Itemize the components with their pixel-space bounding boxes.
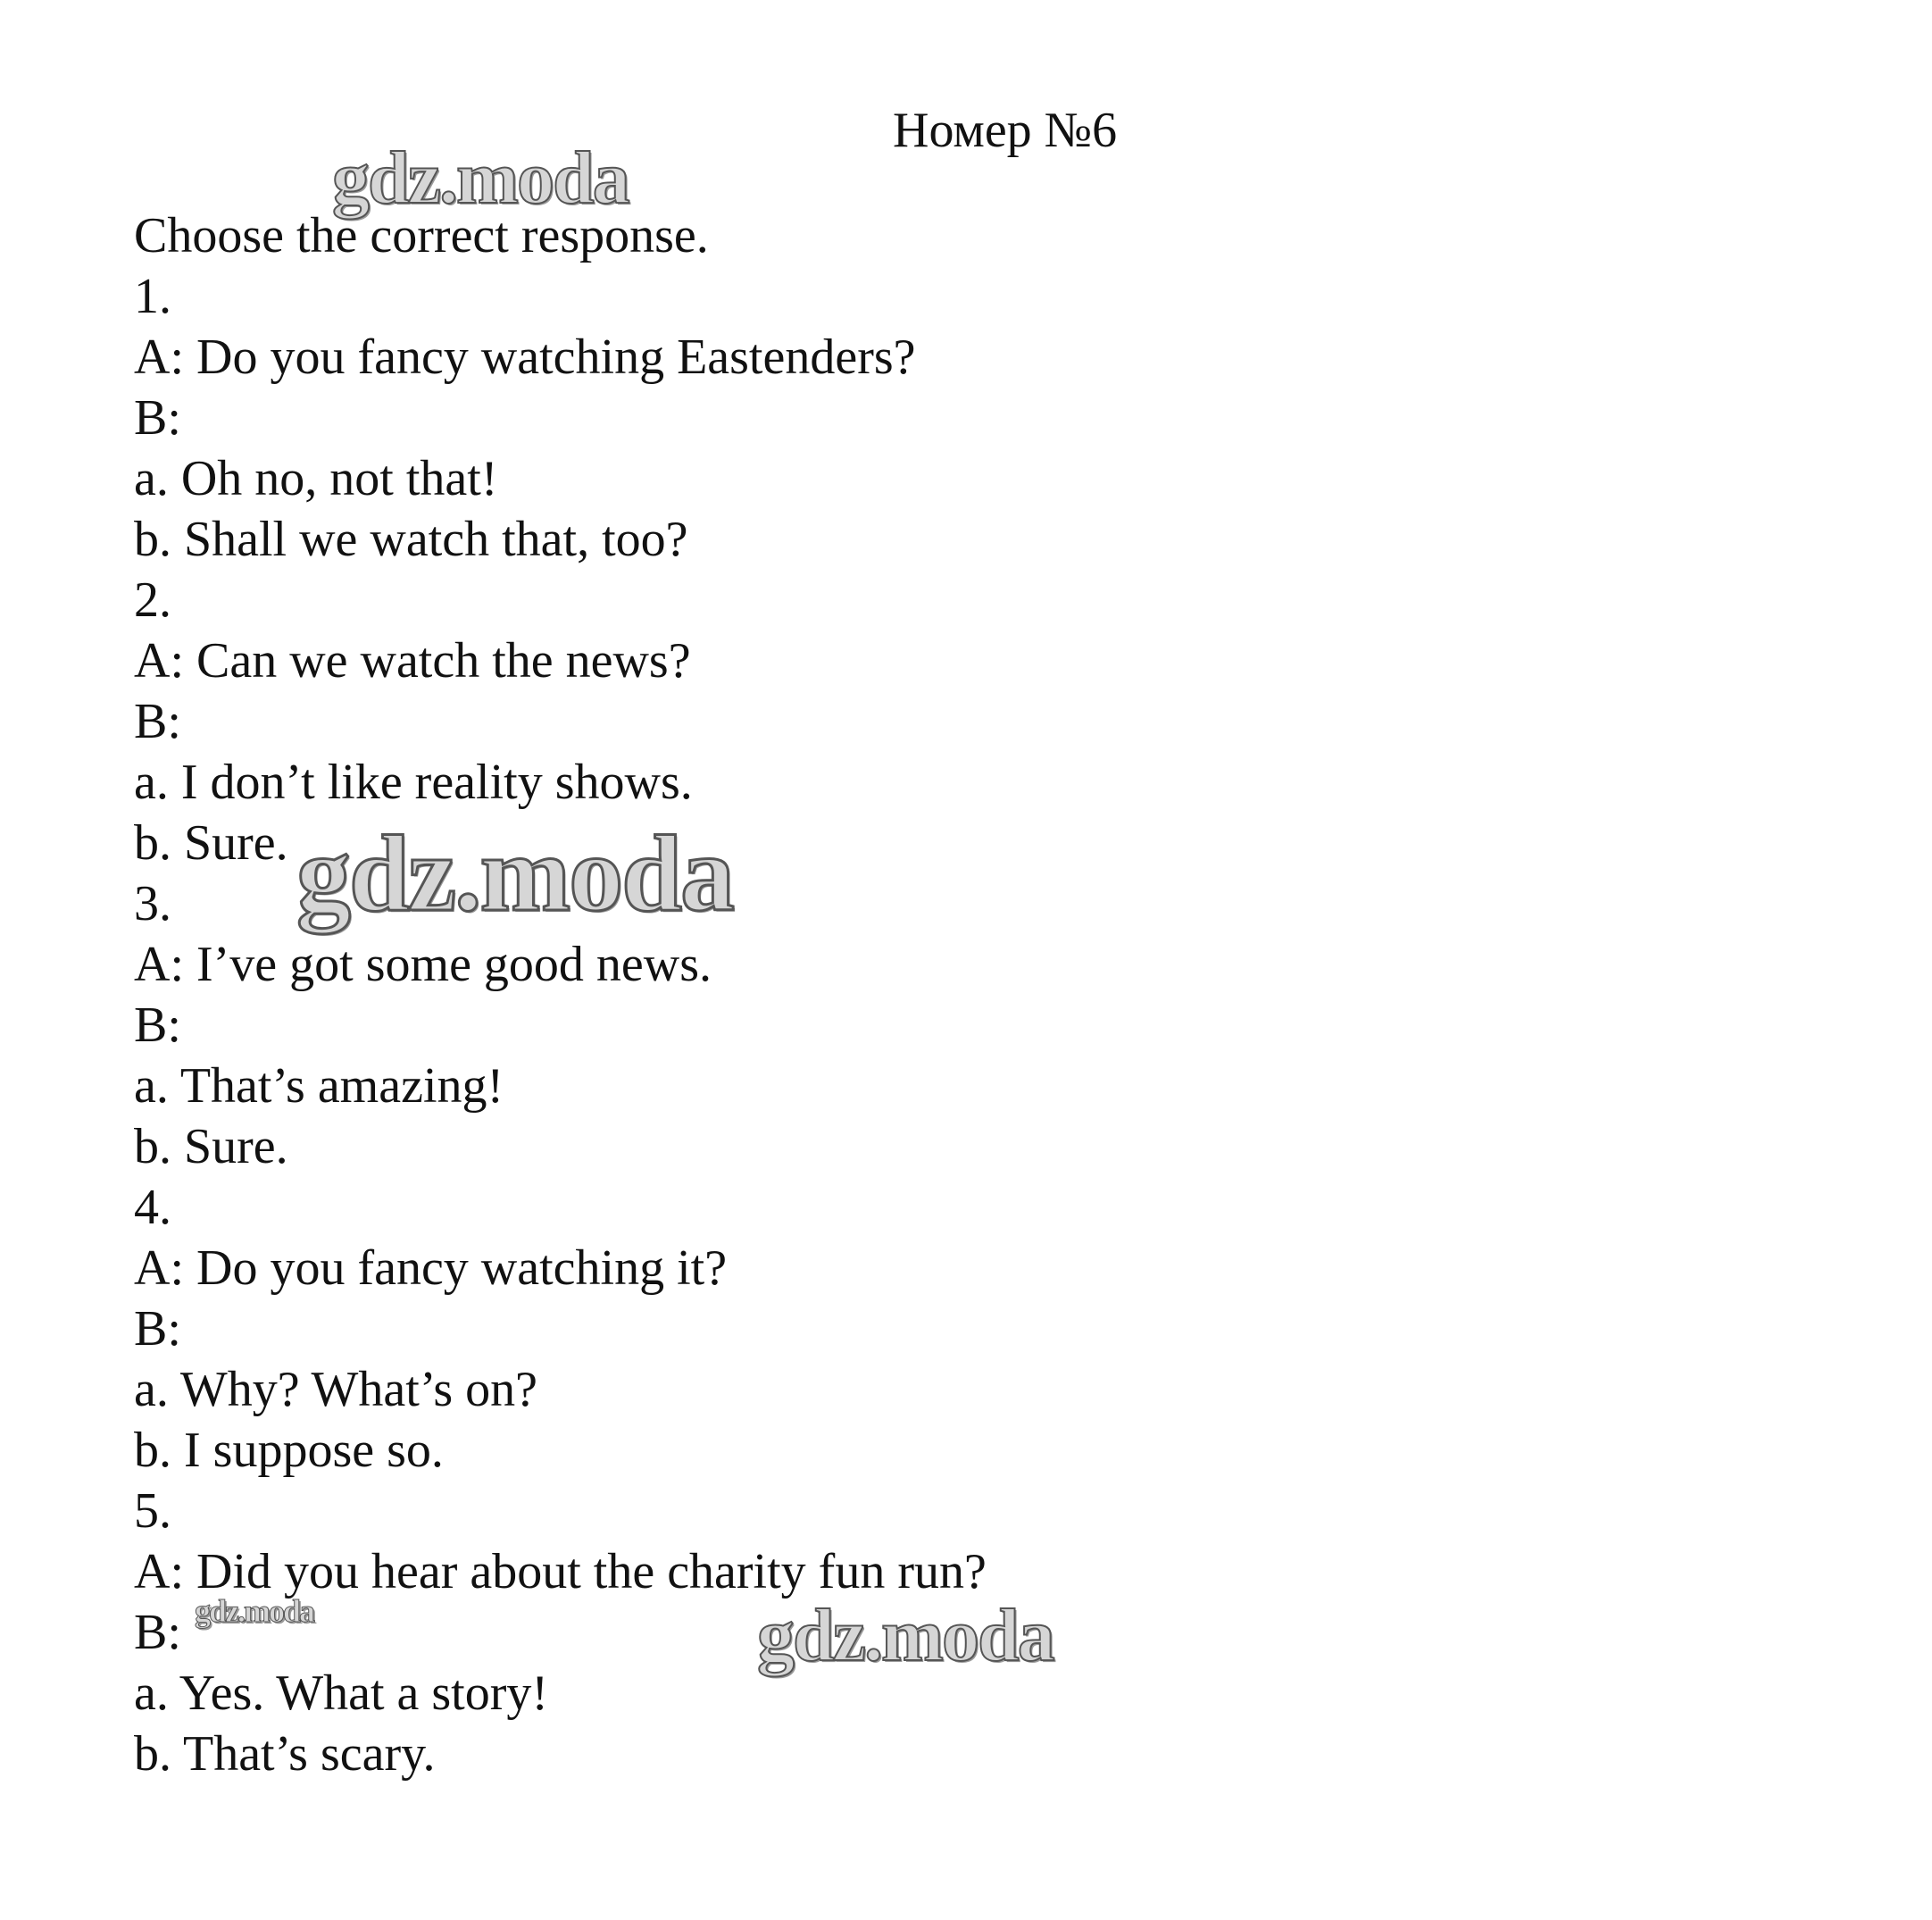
watermark-logo: gdz.moda — [195, 1593, 314, 1629]
option-a: a. Oh no, not that! — [134, 451, 498, 506]
option-a: a. That’s amazing! — [134, 1058, 504, 1114]
instruction: Choose the correct response. — [134, 208, 709, 263]
watermark-logo: gdz.moda — [332, 137, 629, 220]
speaker-b-line: B: — [134, 390, 181, 446]
item-number: 2. — [134, 572, 171, 628]
item-number: 1. — [134, 269, 171, 324]
option-b: b. Shall we watch that, too? — [134, 512, 688, 567]
option-a: a. Why? What’s on? — [134, 1362, 538, 1417]
option-a: a. I don’t like reality shows. — [134, 755, 693, 810]
option-b: b. That’s scary. — [134, 1726, 436, 1782]
speaker-a-line: A: I’ve got some good news. — [134, 937, 712, 992]
speaker-b-line: B: — [134, 998, 181, 1053]
speaker-b-line: B: — [134, 1605, 181, 1660]
watermark-logo: gdz.moda — [296, 814, 733, 934]
speaker-b-line: B: — [134, 694, 181, 749]
watermark-logo: gdz.moda — [757, 1594, 1053, 1677]
exercise-item-4 — [134, 1177, 987, 1481]
exercise — [134, 205, 987, 1784]
item-number: 5. — [134, 1483, 171, 1539]
item-number: 4. — [134, 1180, 171, 1235]
speaker-a-line: A: Can we watch the news? — [134, 633, 691, 689]
option-b: b. Sure. — [134, 1119, 288, 1174]
speaker-b-line: B: — [134, 1301, 181, 1357]
option-b: b. I suppose so. — [134, 1423, 444, 1478]
item-number: 3. — [134, 876, 171, 931]
speaker-a-line: A: Do you fancy watching it? — [134, 1240, 728, 1296]
speaker-a-line: A: Do you fancy watching Eastenders? — [134, 330, 916, 385]
page-title: Номер №6 — [893, 103, 1118, 158]
option-a: a. Yes. What a story! — [134, 1665, 549, 1721]
option-b: b. Sure. — [134, 815, 288, 871]
speaker-a-line: A: Did you hear about the charity fun run? — [134, 1544, 987, 1599]
exercise-item-1 — [134, 266, 987, 570]
